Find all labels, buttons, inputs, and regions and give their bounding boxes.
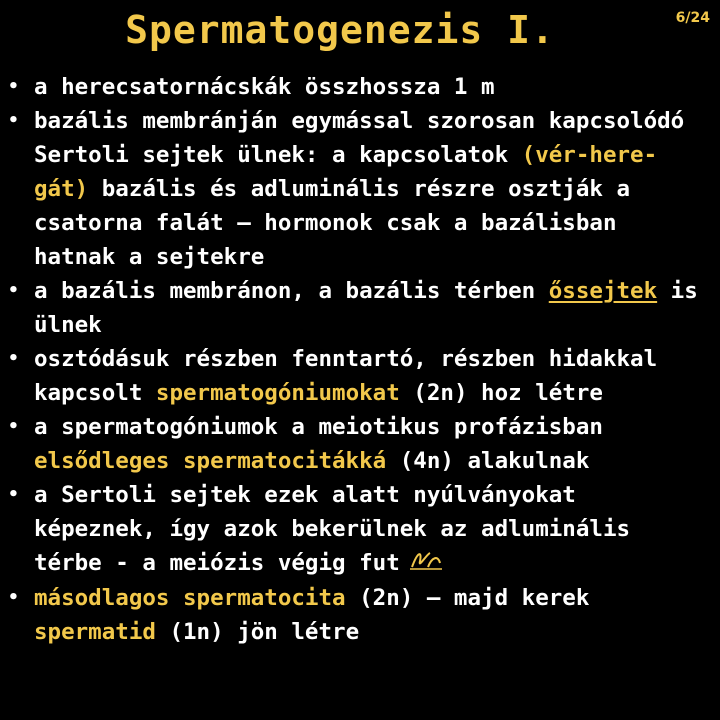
bullet-item	[0, 410, 720, 478]
bullet-list	[0, 70, 720, 649]
bullet-text: a herecsatornácskák összhossza 1 m	[34, 74, 495, 100]
bullet-text: (1n) jön létre	[155, 618, 360, 645]
page-number: 6/24	[675, 10, 710, 26]
slide-title: Spermatogenezis I.	[125, 8, 555, 52]
highlight-term: spermatogóniumokat	[155, 380, 400, 406]
bullet-dot: •	[8, 416, 19, 437]
bullet-dot: •	[8, 484, 19, 505]
bullet-item	[0, 274, 720, 342]
bullet-item	[0, 342, 720, 410]
bullet-item	[0, 70, 720, 104]
bullet-text: (2n) hoz létre	[399, 380, 603, 406]
bullet-text: (2n) – majd kerek	[345, 584, 590, 611]
bullet-text: osztódásuk részben fenntartó, részben hidakkal kapcsolt	[34, 346, 658, 406]
bullet-dot: •	[8, 586, 19, 608]
bullet-text: is ülnek	[34, 278, 698, 338]
highlight-term: (vér-here-gát)	[34, 142, 658, 202]
highlight-term: elsődleges spermatocitákká	[34, 448, 387, 474]
bullet-text: a spermatogóniumok a meiotikus profázisban	[34, 414, 603, 440]
hyperlink-glyph-icon[interactable]	[408, 547, 444, 581]
bullet-text: (4n) alakulnak	[386, 448, 590, 474]
bullet-dot: •	[8, 348, 19, 369]
bullet-text: a bazális membránon, a bazális térben	[34, 278, 549, 304]
bullet-dot: •	[8, 76, 19, 97]
bullet-text: bazális membránján egymással szorosan kapcsolódó Sertoli sejtek ülnek: a kapcsolatok	[34, 108, 685, 168]
bullet-text: a Sertoli sejtek ezek alatt nyúlványokat képeznek, így azok bekerülnek az adluminális térbe - a meiózis végig fut	[34, 482, 631, 576]
bullet-dot: •	[8, 280, 19, 301]
highlight-term: másodlagos spermatocita	[34, 584, 346, 611]
bullet-text: bazális és adluminális részre osztják a csatorna falát – hormonok csak a bazálisban hatnak a sejtekre	[34, 176, 631, 270]
bullet-item	[0, 478, 720, 581]
highlight-term: spermatid	[34, 618, 156, 645]
underlined-term: őssejtek	[548, 278, 658, 304]
bullet-item	[0, 104, 720, 274]
bullet-item	[0, 581, 720, 649]
bullet-dot: •	[8, 110, 19, 131]
